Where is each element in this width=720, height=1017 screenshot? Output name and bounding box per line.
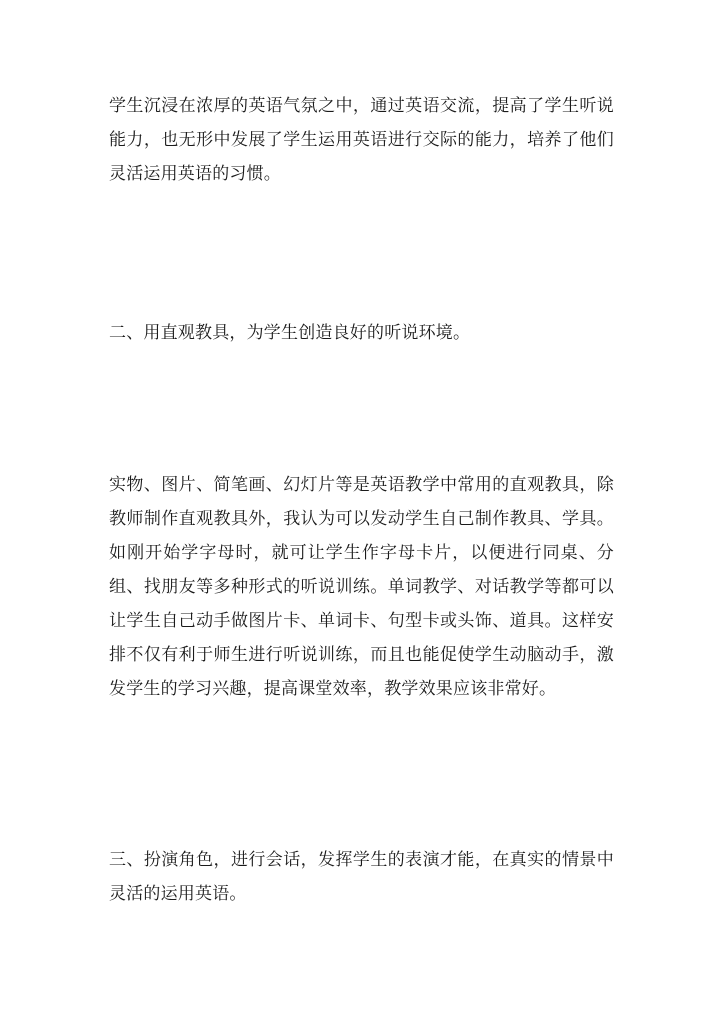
body-paragraph-teaching-aids: 实物、图片、简笔画、幻灯片等是英语教学中常用的直观教具，除教师制作直观教具外，我认为可以发动学生自己制作教具、学具。如刚开始学字母时，就可让学生作字母卡片，以便进行同桌、分组、找朋友等多种形式的听说训练。单词教学、对话教学等都可以让学生自己动手做图片卡、单词卡、句型卡或头饰、道具。这样安排不仅有利于师生进行听说训练，而且也能促使学生动脑动手，激发学生的学习兴趣，提高课堂效率，教学效果应该非常好。	[109, 475, 614, 699]
body-paragraph-continued: 学生沉浸在浓厚的英语气氛之中，通过英语交流，提高了学生听说能力，也无形中发展了学生运用英语进行交际的能力，培养了他们灵活运用英语的习惯。	[109, 96, 614, 184]
section-heading-two: 二、用直观教具，为学生创造良好的听说环境。	[109, 323, 471, 343]
section-heading-three: 三、扮演角色，进行会话，发挥学生的表演才能，在真实的情景中灵活的运用英语。	[109, 850, 614, 904]
